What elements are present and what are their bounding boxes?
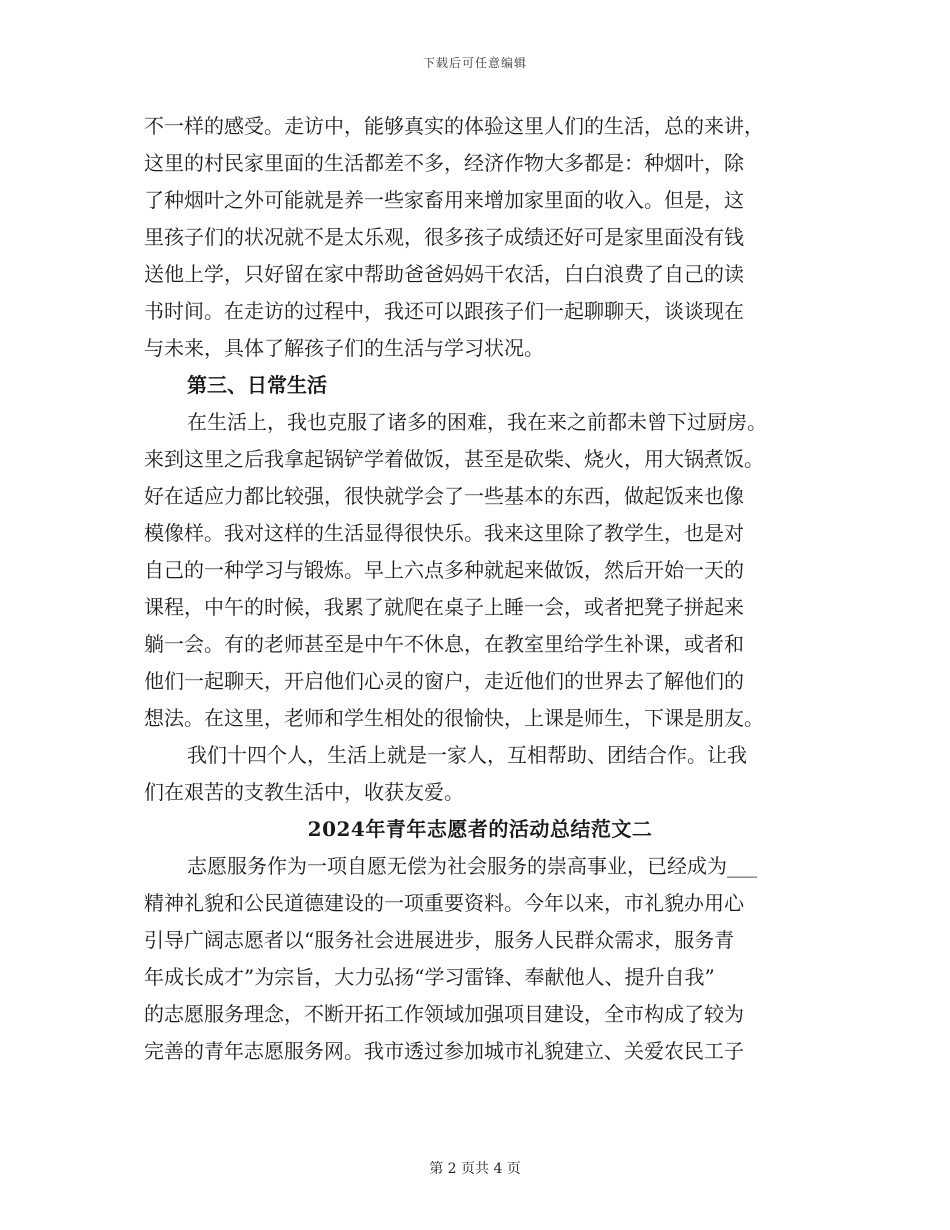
- paragraph-line: 课程，中午的时候，我累了就爬在桌子上睡一会，或者把凳子拼起来: [144, 595, 744, 619]
- paragraph-line: 在生活上，我也克服了诸多的困难，我在来之前都未曾下过厨房。: [187, 410, 767, 434]
- paragraph-line: 想法。在这里，老师和学生相处的很愉快，上课是师生，下课是朋友。: [144, 706, 764, 730]
- paragraph-line: 这里的村民家里面的生活都差不多，经济作物大多都是：种烟叶，除: [144, 151, 744, 175]
- paragraph-line: 好在适应力都比较强，很快就学会了一些基本的东西，做起饭来也像: [144, 484, 744, 508]
- paragraph-line: 志愿服务作为一项自愿无偿为社会服务的崇高事业，已经成为___: [187, 854, 757, 878]
- document-body: [144, 108, 816, 1070]
- paragraph-line: 完善的青年志愿服务网。我市透过参加城市礼貌建立、关爱农民工子: [144, 1039, 744, 1063]
- paragraph-line: 书时间。在走访的过程中，我还可以跟孩子们一起聊聊天，谈谈现在: [144, 299, 744, 323]
- page-header: 下载后可任意编辑: [422, 56, 527, 70]
- paragraph-line: 模像样。我对这样的生活显得很快乐。我来这里除了教学生，也是对: [144, 521, 744, 545]
- section-heading: 第三、日常生活: [187, 373, 327, 397]
- paragraph-line: 与未来，具体了解孩子们的生活与学习状况。: [144, 336, 544, 360]
- paragraph-line: 了种烟叶之外可能就是养一些家畜用来增加家里面的收入。但是，这: [144, 188, 744, 212]
- paragraph-line: 送他上学，只好留在家中帮助爸爸妈妈干农活，白白浪费了自己的读: [144, 262, 744, 286]
- paragraph-line: 里孩子们的状况就不是太乐观，很多孩子成绩还好可是家里面没有钱: [144, 225, 744, 249]
- paragraph-line: 自己的一种学习与锻炼。早上六点多种就起来做饭，然后开始一天的: [144, 558, 744, 582]
- paragraph-line: 不一样的感受。走访中，能够真实的体验这里人们的生活，总的来讲，: [144, 114, 764, 138]
- paragraph-line: 们在艰苦的支教生活中，收获友爱。: [144, 780, 464, 804]
- paragraph-line: 他们一起聊天，开启他们心灵的窗户，走近他们的世界去了解他们的: [144, 669, 744, 693]
- paragraph-line: 躺一会。有的老师甚至是中午不休息，在教室里给学生补课，或者和: [144, 632, 744, 656]
- paragraph-line: 精神礼貌和公民道德建设的一项重要资料。今年以来，市礼貌办用心: [144, 891, 744, 915]
- paragraph-line: 的志愿服务理念，不断开拓工作领域加强项目建设，全市构成了较为: [144, 1002, 744, 1026]
- paragraph-line: 我们十四个人，生活上就是一家人，互相帮助、团结合作。让我: [187, 743, 747, 767]
- article-title: 2024年青年志愿者的活动总结范文二: [307, 817, 653, 841]
- page-number: 第 2 页共 4 页: [429, 1161, 521, 1177]
- paragraph-line: 来到这里之后我拿起锅铲学着做饭，甚至是砍柴、烧火，用大锅煮饭。: [144, 447, 764, 471]
- paragraph-line: 引导广阔志愿者以“服务社会进展进步，服务人民群众需求，服务青: [144, 928, 735, 952]
- paragraph-line: 年成长成才”为宗旨，大力弘扬“学习雷锋、奉献他人、提升自我”: [144, 965, 715, 989]
